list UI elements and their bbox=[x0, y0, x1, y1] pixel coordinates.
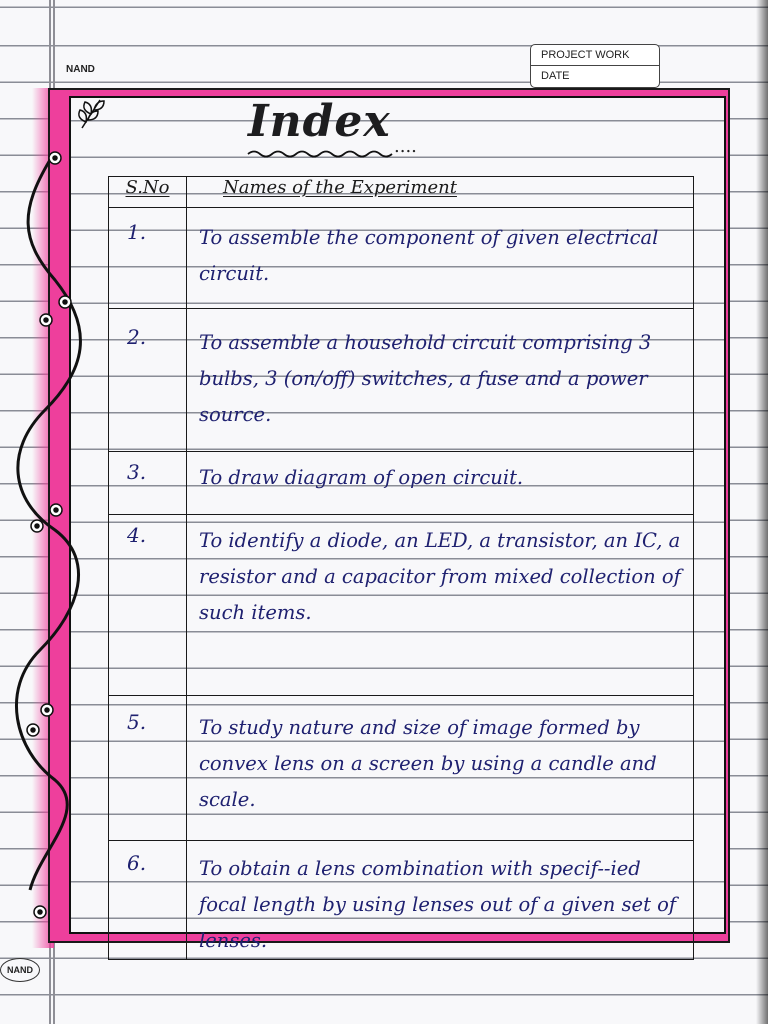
row-sno: 2. bbox=[109, 309, 187, 452]
table-row bbox=[109, 309, 694, 452]
row-experiment: To assemble the component of given electrical circuit. bbox=[187, 208, 694, 309]
table-header-row bbox=[109, 177, 694, 208]
row-sno: 5. bbox=[109, 696, 187, 841]
row-experiment: To obtain a lens combination with specif--ied focal length by using lenses out of a given set of lenses. bbox=[187, 841, 694, 960]
row-experiment: To identify a diode, an LED, a transistor, an IC, a resistor and a capacitor from mixed collection of such items. bbox=[187, 515, 694, 696]
title-dots: .... bbox=[394, 136, 417, 157]
vine-decoration bbox=[0, 90, 110, 930]
table-row bbox=[109, 515, 694, 696]
project-work-box bbox=[530, 44, 660, 88]
flower-icon bbox=[27, 152, 71, 918]
index-table bbox=[108, 176, 694, 960]
table-row bbox=[109, 452, 694, 515]
title-underline bbox=[244, 148, 394, 160]
row-sno: 3. bbox=[109, 452, 187, 515]
row-sno: 1. bbox=[109, 208, 187, 309]
row-experiment: To assemble a household circuit comprising 3 bulbs, 3 (on/off) switches, a fuse and a power source. bbox=[187, 309, 694, 452]
row-sno: 6. bbox=[109, 841, 187, 960]
column-header-experiment: Names of the Experiment bbox=[187, 177, 694, 208]
column-header-sno: S.No bbox=[109, 177, 187, 208]
row-sno: 4. bbox=[109, 515, 187, 696]
table-row bbox=[109, 208, 694, 309]
brand-logo-top: NAND bbox=[66, 64, 95, 75]
table-row bbox=[109, 696, 694, 841]
page-edge-shadow bbox=[756, 0, 768, 1024]
project-work-label: PROJECT WORK bbox=[531, 45, 659, 66]
brand-logo-bottom: NAND bbox=[0, 958, 40, 982]
row-experiment: To draw diagram of open circuit. bbox=[187, 452, 694, 515]
date-label: DATE bbox=[541, 70, 570, 82]
row-experiment: To study nature and size of image formed by convex lens on a screen by using a candle and scale. bbox=[187, 696, 694, 841]
table-row bbox=[109, 841, 694, 960]
leaf-sprig-icon bbox=[79, 100, 104, 128]
page-title: Index bbox=[248, 96, 391, 147]
